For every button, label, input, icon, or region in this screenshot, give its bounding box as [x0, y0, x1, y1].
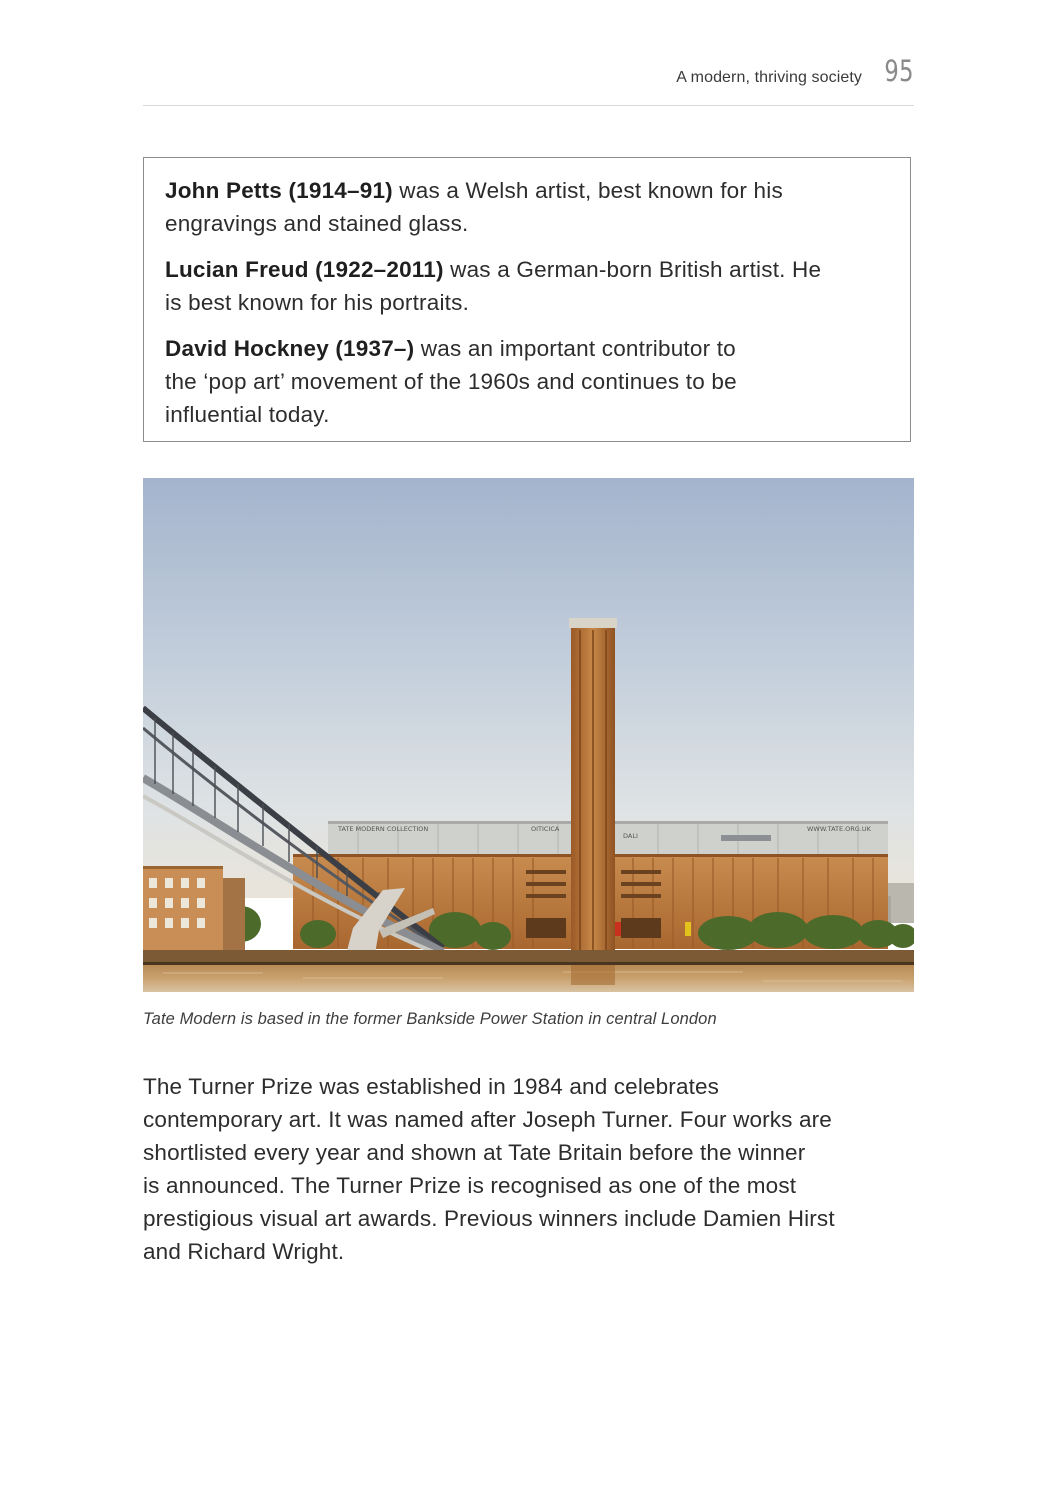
- artist-description: influential today.: [165, 402, 330, 427]
- body-line: shortlisted every year and shown at Tate Britain before the winner: [143, 1140, 806, 1165]
- artist-entry-david-hockney: [165, 332, 888, 431]
- tate-modern-photo: [143, 478, 914, 992]
- body-line: contemporary art. It was named after Joseph Turner. Four works are: [143, 1107, 832, 1132]
- body-paragraph: [143, 1070, 933, 1268]
- body-line: prestigious visual art awards. Previous winners include Damien Hirst: [143, 1206, 835, 1231]
- artist-name: John Petts (1914–91): [165, 178, 393, 203]
- body-line: and Richard Wright.: [143, 1239, 345, 1264]
- running-head: [143, 52, 914, 92]
- sign-right: WWW.TATE.ORG.UK: [807, 825, 871, 833]
- page-number: 95: [884, 54, 914, 88]
- tate-modern-illustration: [143, 478, 914, 992]
- sign-middle-1: OITICICA: [531, 825, 560, 833]
- artist-description: the ‘pop art’ movement of the 1960s and continues to be: [165, 369, 737, 394]
- artist-description: engravings and stained glass.: [165, 211, 469, 236]
- artist-description: was an important contributor to: [414, 336, 736, 361]
- body-line: The Turner Prize was established in 1984 and celebrates: [143, 1074, 720, 1099]
- artist-name: David Hockney (1937–): [165, 336, 415, 361]
- artist-entry-john-petts: [165, 174, 888, 240]
- body-line: is announced. The Turner Prize is recognised as one of the most: [143, 1173, 797, 1198]
- header-divider: [143, 105, 914, 106]
- artists-info-box: [143, 157, 911, 442]
- artist-name: Lucian Freud (1922–2011): [165, 257, 444, 282]
- sign-left: TATE MODERN COLLECTION: [338, 825, 429, 833]
- artist-entry-lucian-freud: [165, 253, 888, 319]
- sign-middle-2: DALI: [623, 832, 638, 840]
- section-title: A modern, thriving society: [676, 69, 862, 86]
- artist-description: was a German-born British artist. He: [443, 257, 822, 282]
- photo-caption: Tate Modern is based in the former Bankside Power Station in central London: [143, 1010, 717, 1028]
- artist-description: was a Welsh artist, best known for his: [392, 178, 783, 203]
- artist-description: is best known for his portraits.: [165, 290, 470, 315]
